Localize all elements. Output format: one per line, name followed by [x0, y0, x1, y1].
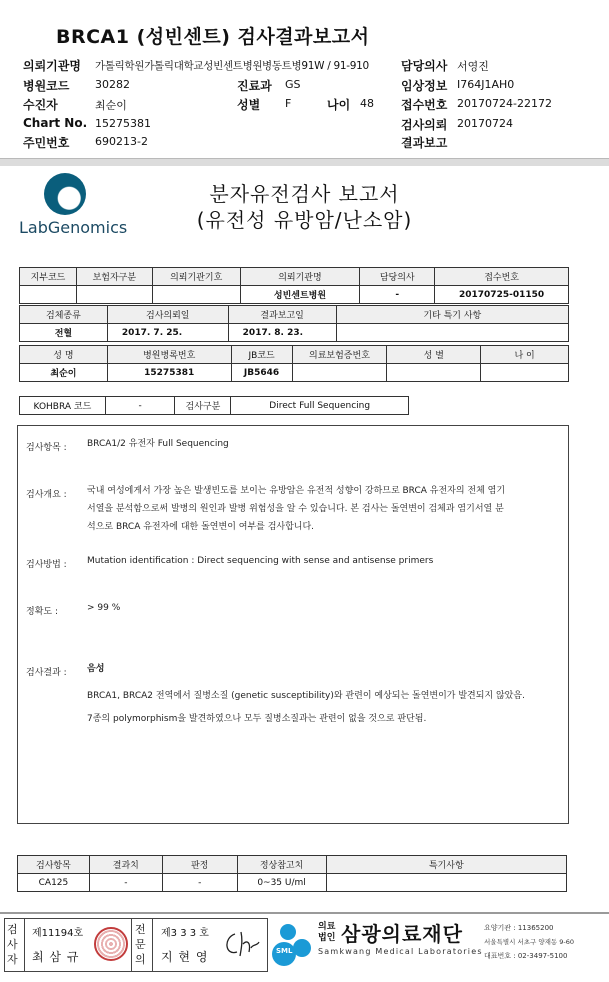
ca125-table	[17, 855, 567, 892]
result-line: 7종의 polymorphism을 발견하였으나 모두 질병소질과는 관련이 없을 것으로 판단됨.	[87, 714, 427, 724]
table-header: 판정	[162, 856, 237, 874]
table-cell: CA125	[18, 874, 90, 892]
tester-seal-icon	[94, 927, 128, 961]
info-table-1	[19, 267, 569, 304]
labgenomics-logo-text: LabGenomics	[19, 218, 128, 237]
label-hospital-code: 병원코드	[23, 79, 70, 93]
summary-label: 검사개요 :	[26, 490, 67, 500]
footer-divider	[0, 912, 609, 914]
divider	[131, 918, 132, 971]
result-line: BRCA1, BRCA2 전역에서 질병소질 (genetic susceptibility)와 관련이 예상되는 돌연변이가 발견되지 않았음.	[87, 691, 525, 701]
test-type-value: Direct Full Sequencing	[231, 397, 409, 415]
label-resident-no: 주민번호	[23, 136, 70, 150]
header-title: BRCA1 (성빈센트) 검사결과보고서	[56, 26, 370, 48]
tester-license-no: 제11194호	[32, 928, 84, 939]
org-code: 요양기관 : 11365200	[484, 924, 554, 932]
table-header: 결과보고일	[228, 306, 336, 324]
result-text	[87, 685, 565, 731]
value-requesting-institution: 가톨릭학원가톨릭대학교성빈센트병원	[95, 60, 263, 72]
table-header: 결과치	[89, 856, 162, 874]
label-receipt-no: 접수번호	[401, 98, 448, 112]
kohbra-value: -	[105, 397, 175, 415]
test-item-label: 검사항목 :	[26, 443, 67, 453]
value-ward: 병동트병91W / 91-910	[262, 60, 369, 72]
value-test-request: 20170724	[457, 117, 513, 130]
value-receipt-no: 20170724-22172	[457, 97, 552, 110]
table-header: 검체종류	[20, 306, 108, 324]
table-cell	[336, 324, 568, 342]
table-cell: -	[360, 286, 435, 304]
table-header: JB코드	[231, 346, 292, 364]
value-sex: F	[285, 97, 292, 110]
specialist-license-no: 제3 3 3 호	[161, 928, 209, 939]
signature-icon	[221, 928, 261, 960]
table-cell	[326, 874, 567, 892]
label-requesting-institution: 의뢰기관명	[23, 59, 81, 73]
table-header: 보험자구분	[76, 268, 152, 286]
table-cell: JB5646	[231, 364, 292, 382]
summary-line: 국내 여성에게서 가장 높은 발생빈도를 보이는 유방암은 유전적 성향이 강하므로 BRCA 유전자의 전체 염기	[87, 486, 506, 496]
summary-text	[87, 482, 559, 536]
label-chart-no: Chart No.	[23, 116, 88, 130]
value-chart-no: 15275381	[95, 117, 151, 130]
method-label: 검사방법 :	[26, 560, 67, 570]
table-cell: 최순이	[20, 364, 108, 382]
info-table-3	[19, 345, 569, 382]
info-table-2	[19, 305, 569, 342]
report-title: 분자유전검사 보고서	[209, 182, 400, 206]
table-cell: 15275381	[107, 364, 231, 382]
table-header: 성 별	[387, 346, 481, 364]
table-header: 특기사항	[326, 856, 567, 874]
result-heading: 음성	[87, 664, 105, 674]
label-doctor: 담당의사	[401, 59, 448, 73]
table-header: 지부코드	[20, 268, 77, 286]
table-header: 성 명	[20, 346, 108, 364]
table-cell: 0~35 U/ml	[237, 874, 326, 892]
value-hospital-code: 30282	[95, 78, 130, 91]
value-resident-no: 690213-2	[95, 135, 148, 148]
value-clinical-info: I764J1AH0	[457, 78, 515, 91]
table-header: 의뢰기관명	[240, 268, 360, 286]
divider	[152, 918, 153, 971]
label-clinical-info: 임상정보	[401, 79, 448, 93]
report-subtitle: (유전성 유방암/난소암)	[196, 208, 413, 232]
specialist-name: 지 현 영	[161, 950, 209, 964]
table-header: 나 이	[481, 346, 569, 364]
org-address: 서울특별시 서초구 양재동 9-60	[484, 938, 575, 946]
table-header: 의뢰기관기호	[152, 268, 240, 286]
table-cell	[292, 364, 387, 382]
org-name: 삼광의료재단	[341, 922, 463, 946]
value-doctor: 서영진	[457, 60, 489, 73]
org-english-name: Samkwang Medical Laboratories	[318, 947, 483, 956]
table-cell	[152, 286, 240, 304]
test-item-text: BRCA1/2 유전자 Full Sequencing	[87, 439, 229, 449]
org-type-line: 의료	[318, 922, 336, 932]
table-header: 병원병록번호	[107, 346, 231, 364]
specialist-label: 전문의	[135, 923, 146, 966]
accuracy-text: > 99 %	[87, 603, 121, 613]
table-header: 담당의사	[360, 268, 435, 286]
tester-name: 최 삼 규	[32, 950, 80, 964]
accuracy-label: 정확도 :	[26, 607, 58, 617]
table-header: 정상참고치	[237, 856, 326, 874]
table-cell: 2017. 7. 25.	[107, 324, 228, 342]
table-header: 기타 특기 사항	[336, 306, 568, 324]
label-department: 진료과	[237, 79, 272, 93]
table-cell: 2017. 8. 23.	[228, 324, 336, 342]
label-result-report: 결과보고	[401, 136, 448, 150]
value-age: 48	[360, 97, 374, 110]
result-label: 검사결과 :	[26, 668, 67, 678]
table-cell	[387, 364, 481, 382]
label-test-request: 검사의뢰	[401, 118, 448, 132]
label-age: 나이	[327, 98, 351, 112]
header-divider	[0, 158, 609, 166]
sml-logo-badge: SML	[276, 947, 293, 955]
table-header: 접수번호	[435, 268, 569, 286]
value-patient: 최순이	[95, 99, 127, 112]
org-type-line: 법인	[318, 933, 336, 943]
table-cell	[481, 364, 569, 382]
summary-line: 서열을 분석함으로써 발병의 원인과 발병 위험성을 알 수 있습니다. 본 검사는 돌연변이 검체과 염기서열 분	[87, 504, 504, 514]
sml-logo-icon	[270, 920, 314, 968]
table-header: 검사항목	[18, 856, 90, 874]
org-type	[318, 922, 335, 944]
table-cell	[76, 286, 152, 304]
table-cell: 전혈	[20, 324, 108, 342]
table-cell: 20170725-01150	[435, 286, 569, 304]
table-cell	[20, 286, 77, 304]
table-header: 의료보험증번호	[292, 346, 387, 364]
kohbra-table	[19, 396, 409, 415]
value-department: GS	[285, 78, 301, 91]
org-phone: 대표번호 : 02-3497-5100	[484, 952, 568, 960]
table-cell: -	[89, 874, 162, 892]
test-type-label: 검사구분	[175, 397, 231, 415]
result-header	[0, 0, 609, 165]
method-text: Mutation identification : Direct sequencing with sense and antisense primers	[87, 556, 434, 566]
label-patient: 수진자	[23, 98, 58, 112]
table-cell: -	[162, 874, 237, 892]
kohbra-label: KOHBRA 코드	[20, 397, 106, 415]
summary-line: 석으로 BRCA 유전자에 대한 돌연변이 여부를 검사합니다.	[87, 522, 315, 532]
table-header: 검사의뢰일	[107, 306, 228, 324]
divider	[24, 918, 25, 971]
tester-label: 검사자	[7, 923, 18, 966]
label-sex: 성별	[237, 98, 261, 112]
table-cell: 성빈센트병원	[240, 286, 360, 304]
